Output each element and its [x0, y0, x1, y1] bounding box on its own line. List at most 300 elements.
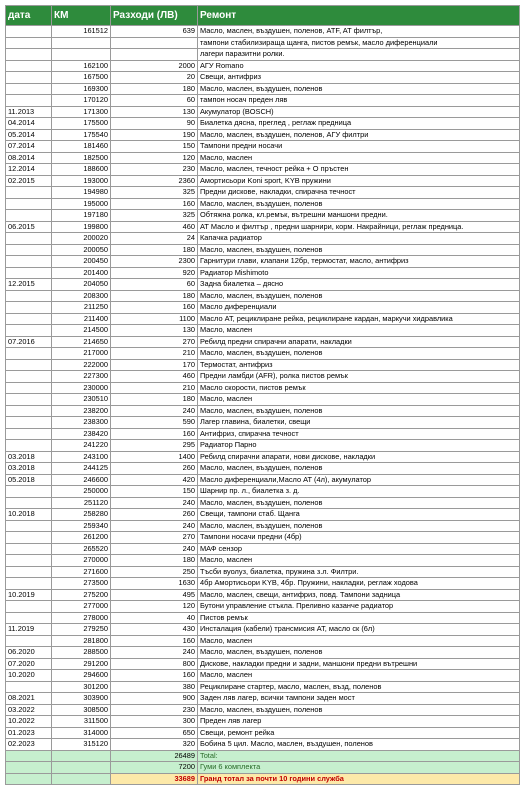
row-repair[interactable]: Ребилд предни спирачни апарати, накладки: [198, 336, 520, 348]
row-date[interactable]: [6, 555, 52, 567]
row-repair[interactable]: Свещи, антифриз: [198, 72, 520, 84]
table-row: [6, 371, 520, 383]
row-repair[interactable]: Масло, маслен, въздушен, поленов, ATF, AT филтър,: [198, 26, 520, 38]
row-repair[interactable]: Тампони предни носачи: [198, 141, 520, 153]
row-date[interactable]: [6, 359, 52, 371]
row-km[interactable]: 301200: [52, 681, 111, 693]
table-row: [6, 325, 520, 337]
row-cost[interactable]: 160: [111, 198, 198, 210]
grand-date-cell[interactable]: [6, 773, 52, 785]
row-km[interactable]: 273500: [52, 578, 111, 590]
row-cost[interactable]: 260: [111, 509, 198, 521]
row-repair[interactable]: Свещи, ремонт рейка: [198, 727, 520, 739]
row-date[interactable]: 02.2015: [6, 175, 52, 187]
table-row: [6, 405, 520, 417]
row-repair[interactable]: МАФ сензор: [198, 543, 520, 555]
row-repair[interactable]: Масло, маслен, въздушен, поленов: [198, 704, 520, 716]
table-row: [6, 440, 520, 452]
row-date[interactable]: 08.2021: [6, 693, 52, 705]
row-cost[interactable]: 230: [111, 164, 198, 176]
row-repair[interactable]: Преден ляв лагер: [198, 716, 520, 728]
row-cost[interactable]: 150: [111, 486, 198, 498]
row-cost[interactable]: 120: [111, 152, 198, 164]
row-cost[interactable]: 1630: [111, 578, 198, 590]
row-date[interactable]: 02.2023: [6, 739, 52, 751]
row-cost[interactable]: 240: [111, 520, 198, 532]
row-date[interactable]: 05.2018: [6, 474, 52, 486]
row-repair[interactable]: Масло, маслен, въздушен, поленов: [198, 290, 520, 302]
row-km[interactable]: 258280: [52, 509, 111, 521]
row-repair[interactable]: Инсталация (кабели) трансмисия АТ, масло ск (6л): [198, 624, 520, 636]
row-date[interactable]: [6, 371, 52, 383]
row-cost[interactable]: 325: [111, 210, 198, 222]
row-repair[interactable]: Масло, маслен: [198, 325, 520, 337]
row-date[interactable]: 06.2015: [6, 221, 52, 233]
row-repair[interactable]: Гарнитури глави, клапани 12бр, термостат, масло, антифриз: [198, 256, 520, 268]
row-km[interactable]: 275200: [52, 589, 111, 601]
row-repair[interactable]: тампони стабилизираща щанга, пистов ремък, масло диференциали: [198, 37, 520, 49]
row-cost[interactable]: [111, 37, 198, 49]
row-date[interactable]: [6, 233, 52, 245]
row-km[interactable]: 227300: [52, 371, 111, 383]
row-cost[interactable]: 240: [111, 543, 198, 555]
row-date[interactable]: [6, 313, 52, 325]
row-date[interactable]: [6, 290, 52, 302]
row-cost[interactable]: 260: [111, 463, 198, 475]
row-km[interactable]: 246600: [52, 474, 111, 486]
row-date[interactable]: [6, 302, 52, 314]
row-repair[interactable]: Масло, маслен: [198, 394, 520, 406]
row-repair[interactable]: Масло, маслен, въздушен, поленов: [198, 497, 520, 509]
row-cost[interactable]: 180: [111, 394, 198, 406]
row-km[interactable]: 211400: [52, 313, 111, 325]
row-cost[interactable]: 380: [111, 681, 198, 693]
row-date[interactable]: 12.2014: [6, 164, 52, 176]
row-cost[interactable]: 130: [111, 325, 198, 337]
row-cost[interactable]: 1400: [111, 451, 198, 463]
row-cost[interactable]: 240: [111, 647, 198, 659]
row-repair[interactable]: Предни дискове, накладки, спирачна течност: [198, 187, 520, 199]
row-cost[interactable]: 40: [111, 612, 198, 624]
table-row: [6, 451, 520, 463]
row-date[interactable]: [6, 198, 52, 210]
row-date[interactable]: [6, 37, 52, 49]
table-row: [6, 566, 520, 578]
row-repair[interactable]: Обтяжна ролка, кл.ремък, вътрешни маншони предни.: [198, 210, 520, 222]
row-cost[interactable]: 240: [111, 497, 198, 509]
row-repair[interactable]: Масло, маслен, въздушен, поленов: [198, 647, 520, 659]
row-km[interactable]: 244125: [52, 463, 111, 475]
row-repair[interactable]: Масло, маслен: [198, 670, 520, 682]
row-repair[interactable]: Масло, маслен, течност рейка + О пръстен: [198, 164, 520, 176]
total-km-cell[interactable]: [52, 750, 111, 762]
table-row: [6, 693, 520, 705]
row-km[interactable]: 167500: [52, 72, 111, 84]
row-date[interactable]: [6, 26, 52, 38]
row-repair[interactable]: Предни ламбди (AFR), ролка пистов ремък: [198, 371, 520, 383]
row-km[interactable]: 230000: [52, 382, 111, 394]
row-repair[interactable]: Дискове, накладки предни и задни, маншони предни вътрешни: [198, 658, 520, 670]
row-date[interactable]: [6, 187, 52, 199]
tyres-value[interactable]: 7200: [111, 762, 198, 774]
row-cost[interactable]: 130: [111, 106, 198, 118]
row-repair[interactable]: Тъсби вуолуз, биалетка, пружина з.л. Филтри.: [198, 566, 520, 578]
row-date[interactable]: [6, 244, 52, 256]
row-date[interactable]: [6, 486, 52, 498]
row-date[interactable]: [6, 83, 52, 95]
row-repair[interactable]: Масло АТ, рециклиране рейка, рециклиране кардан, маркучи хидравлика: [198, 313, 520, 325]
table-row: [6, 233, 520, 245]
row-date[interactable]: 06.2020: [6, 647, 52, 659]
row-cost[interactable]: 460: [111, 371, 198, 383]
row-repair[interactable]: Бутони управление стъкла. Преливно казанче радиатор: [198, 601, 520, 613]
expense-table-body: [6, 6, 520, 751]
row-km[interactable]: 222000: [52, 359, 111, 371]
row-date[interactable]: [6, 578, 52, 590]
row-date[interactable]: 10.2018: [6, 509, 52, 521]
row-date[interactable]: 07.2020: [6, 658, 52, 670]
table-row: [6, 647, 520, 659]
grand-km-cell[interactable]: [52, 773, 111, 785]
row-date[interactable]: [6, 60, 52, 72]
table-row: [6, 210, 520, 222]
row-km[interactable]: 169300: [52, 83, 111, 95]
row-repair[interactable]: Масло, маслен, въздушен, поленов: [198, 244, 520, 256]
row-repair[interactable]: Амортисьори Koni sport, KYB пружини: [198, 175, 520, 187]
row-km[interactable]: 251120: [52, 497, 111, 509]
row-cost[interactable]: 2000: [111, 60, 198, 72]
row-date[interactable]: [6, 520, 52, 532]
row-date[interactable]: [6, 497, 52, 509]
table-row: [6, 37, 520, 49]
row-km[interactable]: 195000: [52, 198, 111, 210]
row-km[interactable]: 204050: [52, 279, 111, 291]
row-date[interactable]: [6, 417, 52, 429]
row-km[interactable]: 238200: [52, 405, 111, 417]
row-repair[interactable]: Масло, маслен, въздушен, поленов: [198, 348, 520, 360]
row-date[interactable]: 10.2020: [6, 670, 52, 682]
row-km[interactable]: 171300: [52, 106, 111, 118]
row-date[interactable]: 03.2018: [6, 463, 52, 475]
row-repair[interactable]: Акумулатор (BOSCH): [198, 106, 520, 118]
row-km[interactable]: 162100: [52, 60, 111, 72]
row-date[interactable]: 07.2016: [6, 336, 52, 348]
row-repair[interactable]: Масло, маслен, въздушен, поленов, АГУ филтри: [198, 129, 520, 141]
row-cost[interactable]: 180: [111, 244, 198, 256]
row-km[interactable]: 279250: [52, 624, 111, 636]
row-cost[interactable]: 800: [111, 658, 198, 670]
row-repair[interactable]: АГУ Romano: [198, 60, 520, 72]
row-km[interactable]: 271600: [52, 566, 111, 578]
row-date[interactable]: [6, 428, 52, 440]
row-date[interactable]: [6, 440, 52, 452]
row-km[interactable]: 214650: [52, 336, 111, 348]
table-row: [6, 129, 520, 141]
row-repair[interactable]: Термостат, антифриз: [198, 359, 520, 371]
header-repair[interactable]: Ремонт: [198, 6, 520, 26]
row-km[interactable]: 315120: [52, 739, 111, 751]
row-cost[interactable]: [111, 49, 198, 61]
row-km[interactable]: 170120: [52, 95, 111, 107]
row-date[interactable]: [6, 95, 52, 107]
row-date[interactable]: [6, 325, 52, 337]
row-cost[interactable]: 180: [111, 290, 198, 302]
row-date[interactable]: [6, 681, 52, 693]
row-km[interactable]: 277000: [52, 601, 111, 613]
tyres-km-cell[interactable]: [52, 762, 111, 774]
row-km[interactable]: 261200: [52, 532, 111, 544]
row-repair[interactable]: Масло, маслен: [198, 555, 520, 567]
row-cost[interactable]: 420: [111, 474, 198, 486]
row-date[interactable]: 04.2014: [6, 118, 52, 130]
row-km[interactable]: 241220: [52, 440, 111, 452]
row-cost[interactable]: 920: [111, 267, 198, 279]
row-date[interactable]: [6, 256, 52, 268]
row-km[interactable]: 314000: [52, 727, 111, 739]
row-date[interactable]: [6, 612, 52, 624]
table-row: [6, 739, 520, 751]
row-km[interactable]: 200020: [52, 233, 111, 245]
table-row: [6, 474, 520, 486]
row-km[interactable]: 188600: [52, 164, 111, 176]
row-date[interactable]: 07.2014: [6, 141, 52, 153]
row-repair[interactable]: 4бр Амортисьори KYB, 4бр. Пружини, накладки, реглаж ходова: [198, 578, 520, 590]
row-cost[interactable]: 160: [111, 670, 198, 682]
total-date-cell[interactable]: [6, 750, 52, 762]
row-km[interactable]: 201400: [52, 267, 111, 279]
row-repair[interactable]: Масло, маслен, въздушен, поленов: [198, 520, 520, 532]
row-cost[interactable]: 160: [111, 302, 198, 314]
row-cost[interactable]: 250: [111, 566, 198, 578]
total-value[interactable]: 26489: [111, 750, 198, 762]
grand-total-value[interactable]: 33689: [111, 773, 198, 785]
table-row: [6, 601, 520, 613]
row-km[interactable]: 308500: [52, 704, 111, 716]
row-km[interactable]: 288500: [52, 647, 111, 659]
row-repair[interactable]: Радиатор Парно: [198, 440, 520, 452]
row-date[interactable]: [6, 566, 52, 578]
row-km[interactable]: [52, 49, 111, 61]
row-km[interactable]: 217000: [52, 348, 111, 360]
row-km[interactable]: 270000: [52, 555, 111, 567]
row-date[interactable]: [6, 210, 52, 222]
row-cost[interactable]: 460: [111, 221, 198, 233]
row-km[interactable]: 200050: [52, 244, 111, 256]
row-repair[interactable]: Масло, маслен, въздушен, поленов: [198, 83, 520, 95]
row-repair[interactable]: Масло, маслен: [198, 635, 520, 647]
row-cost[interactable]: 120: [111, 601, 198, 613]
row-km[interactable]: 208300: [52, 290, 111, 302]
row-cost[interactable]: 160: [111, 635, 198, 647]
row-km[interactable]: 243100: [52, 451, 111, 463]
row-date[interactable]: [6, 348, 52, 360]
table-row: [6, 313, 520, 325]
row-km[interactable]: 238300: [52, 417, 111, 429]
row-cost[interactable]: 150: [111, 141, 198, 153]
row-date[interactable]: 11.2019: [6, 624, 52, 636]
row-cost[interactable]: 24: [111, 233, 198, 245]
row-date[interactable]: [6, 635, 52, 647]
row-repair[interactable]: Масло, маслен, въздушен, поленов: [198, 198, 520, 210]
row-date[interactable]: [6, 394, 52, 406]
row-km[interactable]: 193000: [52, 175, 111, 187]
row-cost[interactable]: 60: [111, 95, 198, 107]
row-repair[interactable]: Задна биалетка – дясно: [198, 279, 520, 291]
row-cost[interactable]: 230: [111, 704, 198, 716]
row-km[interactable]: 197180: [52, 210, 111, 222]
row-date[interactable]: 08.2014: [6, 152, 52, 164]
row-cost[interactable]: 210: [111, 382, 198, 394]
row-km[interactable]: 294600: [52, 670, 111, 682]
row-date[interactable]: 12.2015: [6, 279, 52, 291]
row-date[interactable]: [6, 543, 52, 555]
row-date[interactable]: [6, 601, 52, 613]
row-repair[interactable]: АТ Масло и филтър , предни шарнири, корм. Накрайници, реглаж предница.: [198, 221, 520, 233]
row-km[interactable]: 175500: [52, 118, 111, 130]
row-repair[interactable]: Рециклиране стартер, масло, маслен, възд, поленов: [198, 681, 520, 693]
row-km[interactable]: 311500: [52, 716, 111, 728]
row-cost[interactable]: 650: [111, 727, 198, 739]
table-row: [6, 497, 520, 509]
row-cost[interactable]: 590: [111, 417, 198, 429]
table-row: [6, 244, 520, 256]
row-cost[interactable]: 2300: [111, 256, 198, 268]
total-label[interactable]: Total:: [198, 750, 520, 762]
table-row: [6, 302, 520, 314]
row-km[interactable]: 175540: [52, 129, 111, 141]
row-repair[interactable]: Шарнир пр. л., биалетка з. д.: [198, 486, 520, 498]
row-cost[interactable]: 1100: [111, 313, 198, 325]
row-date[interactable]: 10.2022: [6, 716, 52, 728]
row-date[interactable]: [6, 72, 52, 84]
row-km[interactable]: 238420: [52, 428, 111, 440]
row-km[interactable]: 182500: [52, 152, 111, 164]
row-cost[interactable]: 900: [111, 693, 198, 705]
row-repair[interactable]: Масло, маслен, свещи, антифриз, повд. Тампони задница: [198, 589, 520, 601]
row-cost[interactable]: 325: [111, 187, 198, 199]
row-repair[interactable]: Лагер главина, биалетки, свещи: [198, 417, 520, 429]
row-repair[interactable]: Свещи, тампони стаб. Щанга: [198, 509, 520, 521]
row-cost[interactable]: 495: [111, 589, 198, 601]
table-row: [6, 555, 520, 567]
expense-table: [5, 5, 520, 785]
row-km[interactable]: 199800: [52, 221, 111, 233]
row-km[interactable]: 265520: [52, 543, 111, 555]
row-date[interactable]: [6, 382, 52, 394]
row-repair[interactable]: Масло диференциали,Масло АТ (4л), акумулатор: [198, 474, 520, 486]
row-cost[interactable]: 270: [111, 336, 198, 348]
row-cost[interactable]: 295: [111, 440, 198, 452]
row-cost[interactable]: 180: [111, 555, 198, 567]
grand-total-label[interactable]: Гранд тотал за почти 10 години служба: [198, 773, 520, 785]
row-date[interactable]: 10.2019: [6, 589, 52, 601]
table-row: [6, 49, 520, 61]
row-repair[interactable]: Масло, маслен, въздушен, поленов: [198, 405, 520, 417]
row-repair[interactable]: Радиатор Mishimoto: [198, 267, 520, 279]
row-cost[interactable]: 270: [111, 532, 198, 544]
row-repair[interactable]: Масло скорости, пистов ремък: [198, 382, 520, 394]
table-row: [6, 348, 520, 360]
row-repair[interactable]: Капачка радиатор: [198, 233, 520, 245]
row-repair[interactable]: Бобина 5 цил. Масло, маслен, въздушен, поленов: [198, 739, 520, 751]
row-repair[interactable]: Биалетка дясна, преглед , реглаж предница: [198, 118, 520, 130]
row-km[interactable]: 259340: [52, 520, 111, 532]
row-date[interactable]: [6, 405, 52, 417]
row-date[interactable]: 03.2022: [6, 704, 52, 716]
row-date[interactable]: [6, 532, 52, 544]
row-cost[interactable]: 210: [111, 348, 198, 360]
table-row: [6, 681, 520, 693]
row-date[interactable]: 11.2013: [6, 106, 52, 118]
row-km[interactable]: 161512: [52, 26, 111, 38]
header-date[interactable]: дата: [6, 6, 52, 26]
row-cost[interactable]: 180: [111, 83, 198, 95]
row-km[interactable]: 230510: [52, 394, 111, 406]
row-km[interactable]: [52, 37, 111, 49]
table-row: [6, 118, 520, 130]
row-km[interactable]: 181460: [52, 141, 111, 153]
header-km[interactable]: КМ: [52, 6, 111, 26]
row-km[interactable]: 281800: [52, 635, 111, 647]
table-row: [6, 509, 520, 521]
row-repair[interactable]: Ребилд спирачни апарати, нови дискове, накладки: [198, 451, 520, 463]
row-date[interactable]: 03.2018: [6, 451, 52, 463]
row-repair[interactable]: Антифриз, спирачна течност: [198, 428, 520, 440]
row-repair[interactable]: Пистов ремък: [198, 612, 520, 624]
table-row: [6, 152, 520, 164]
row-cost[interactable]: 320: [111, 739, 198, 751]
row-date[interactable]: [6, 49, 52, 61]
row-cost[interactable]: 2360: [111, 175, 198, 187]
row-km[interactable]: 200450: [52, 256, 111, 268]
row-repair[interactable]: Заден ляв лагер, всички тампони заден мост: [198, 693, 520, 705]
row-cost[interactable]: 170: [111, 359, 198, 371]
header-cost[interactable]: Разходи (ЛВ): [111, 6, 198, 26]
table-row: [6, 187, 520, 199]
row-cost[interactable]: 90: [111, 118, 198, 130]
row-km[interactable]: 214500: [52, 325, 111, 337]
row-date[interactable]: [6, 267, 52, 279]
row-repair[interactable]: Масло, маслен, въздушен, поленов: [198, 463, 520, 475]
row-cost[interactable]: 300: [111, 716, 198, 728]
tyres-label[interactable]: Гуми 6 комплекта: [198, 762, 520, 774]
row-repair[interactable]: Масло, маслен: [198, 152, 520, 164]
row-cost[interactable]: 160: [111, 428, 198, 440]
tyres-date-cell[interactable]: [6, 762, 52, 774]
row-cost[interactable]: 190: [111, 129, 198, 141]
row-km[interactable]: 194980: [52, 187, 111, 199]
table-row: [6, 417, 520, 429]
row-cost[interactable]: 240: [111, 405, 198, 417]
row-repair[interactable]: Тампони носачи предни (4бр): [198, 532, 520, 544]
row-km[interactable]: 278000: [52, 612, 111, 624]
row-km[interactable]: 250000: [52, 486, 111, 498]
row-km[interactable]: 211250: [52, 302, 111, 314]
table-row: [6, 486, 520, 498]
row-repair[interactable]: тампон носач преден ляв: [198, 95, 520, 107]
row-cost[interactable]: 430: [111, 624, 198, 636]
row-date[interactable]: 05.2014: [6, 129, 52, 141]
table-row: [6, 394, 520, 406]
row-cost[interactable]: 60: [111, 279, 198, 291]
row-km[interactable]: 291200: [52, 658, 111, 670]
row-cost[interactable]: 20: [111, 72, 198, 84]
row-km[interactable]: 303900: [52, 693, 111, 705]
row-date[interactable]: 01.2023: [6, 727, 52, 739]
row-cost[interactable]: 639: [111, 26, 198, 38]
row-repair[interactable]: лагери паразитни ролки.: [198, 49, 520, 61]
row-repair[interactable]: Масло диференциали: [198, 302, 520, 314]
